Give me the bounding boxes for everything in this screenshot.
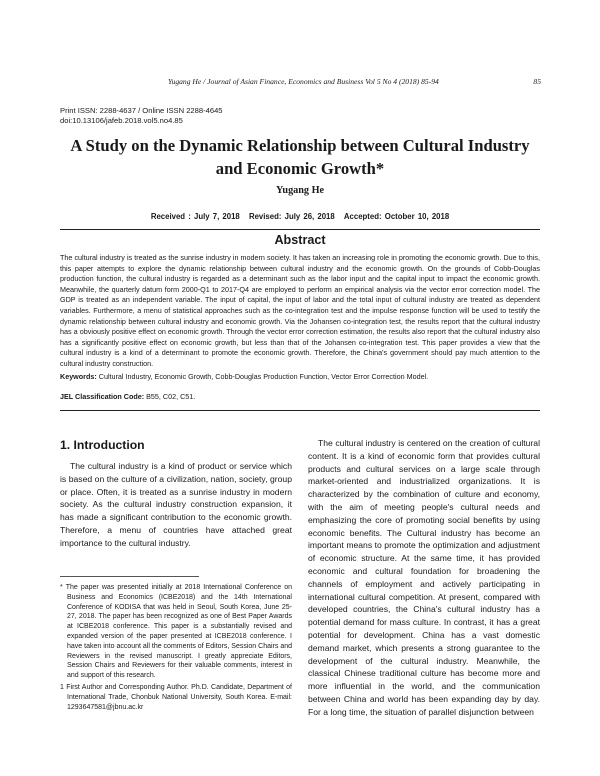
received-date: Received : July 7, 2018 bbox=[150, 212, 240, 221]
footnote-author: 1 First Author and Corresponding Author. Ph.D. Candidate, Department of International Trade, Chonbuk National University, South Korea. E-mail: 1293647581@jbnu.ac.kr bbox=[60, 683, 292, 711]
submission-dates bbox=[60, 212, 540, 221]
abstract-body: The cultural industry is treated as the sunrise industry in modern society. It has taken an increasing role in promoting the economic growth. Due to this, this paper attempts to explore the dynamic relationship between cultural industry and the economic growth. On the grounds of Cobb-Douglas production function, the cultural industry is regarded as a determinant such as the labor input and the capital input to impact the economic growth. Meanwhile, the quarterly datum form 2000-Q1 to 2017-Q4 are employed to perform an empirical analysis via the vector error correction model. The GDP is treated as an independent variable. The input of capital, the input of labor and the total input of cultural industry are treated as dependent variables. Furthermore, a menu of statistical approaches such as the co-integration test and the impulse response function will be used to testify the dynamic relationship between cultural industry and economic growth. Via the Johansen co-integration test, the results report that the cultural industry has a obviously positive effect on economic growth. Through the vector error correction estimation, the results also report that the cultural industry also has a significantly positive effect on economic growth, but less than that of the Johansen co-integration test. This paper provides a view that the cultural industry is a kind of a determinant to promote the economic growth. Therefore, the China's government should pay much attention to the cultural industry construction. bbox=[60, 253, 540, 368]
keywords-label: Keywords: bbox=[60, 372, 97, 381]
accepted-date: Accepted: October 10, 2018 bbox=[343, 212, 450, 221]
jel-classification bbox=[60, 392, 540, 402]
abstract-bottom-rule bbox=[60, 410, 540, 411]
keywords bbox=[60, 372, 540, 382]
footnotes bbox=[60, 583, 292, 714]
issn-line: Print ISSN: 2288-4637 / Online ISSN 2288-4645 bbox=[60, 106, 223, 115]
doi-line[interactable]: doi:10.13106/jafeb.2018.vol5.no4.85 bbox=[60, 116, 183, 125]
keywords-list: Cultural Industry, Economic Growth, Cobb-Douglas Production Function, Vector Error Correction Model. bbox=[98, 372, 429, 381]
right-column bbox=[308, 437, 540, 767]
jel-codes: B55, C02, C51. bbox=[146, 392, 196, 401]
intro-paragraph-1: The cultural industry is a kind of product or service which is based on the culture of a civilization, nation, society, group or place. Often, it is treated as a sunrise industry in modern society. As the cultural industry construction expansion, it has made a significant contribution to the economic growth. Therefore, a menu of countries have attached great importance to the cultural industry. bbox=[60, 461, 292, 548]
running-title: Yugang He / Journal of Asian Finance, Economics and Business Vol 5 No 4 (2018) 85-94 bbox=[168, 77, 439, 86]
jel-label: JEL Classification Code: bbox=[60, 392, 145, 401]
paper-title: A Study on the Dynamic Relationship between Cultural Industry and Economic Growth* bbox=[70, 136, 530, 178]
abstract-top-rule bbox=[60, 229, 540, 230]
publication-info bbox=[60, 106, 223, 126]
left-column bbox=[60, 460, 292, 550]
footnote-rule bbox=[60, 576, 199, 577]
page-number: 85 bbox=[533, 77, 541, 86]
section-heading-introduction: 1. Introduction bbox=[60, 438, 145, 452]
footnote-conference: * The paper was presented initially at 2018 International Conference on Business and Economics (ICBE2018) and the 14th International Conference of KODISA that was held in Seoul, South Korea, June 25-27, 2018. The paper has been recognized as one of Best Paper Awards at ICBE2018 conference. This paper is a substantially revised and expanded version of the paper presented at ICBE2018 conference. I have taken into account all the comments of Editors, Session Chairs and Reviewers in the revised manuscript. I greatly appreciate Editors, Session Chairs and Reviewers for their valuable comments, interest in and support of this research. bbox=[60, 584, 292, 680]
author-name: Yugang He bbox=[275, 185, 325, 196]
revised-date: Revised: July 26, 2018 bbox=[248, 212, 335, 221]
intro-paragraph-2: The cultural industry is centered on the creation of cultural content. It is a kind of economic form that provides cultural products and cultural services on a large scale through market-oriented and industrialized organizations. It is characterized by the combination of culture and economy, with the aim of meeting people's cultural needs and emphasizing the core of promoting social benefits by using economic benefits. The Cultural industry has become an important means to promote the optimization and adjustment of economic structure. At the same time, it has provided economic and cultural foundation for broadening the channels of employment and actively participating in international cultural competition. At present, compared with developed countries, the China's cultural industry has a potential demand for mass culture. In contrast, it has a great potential for development. China has a vast domestic demand market, which presents a strong guarantee to the development of the cultural industry. Meanwhile, the classical Chinese traditional culture has become more and more influential in the world, and the communication between China and world has been expanding day by day. For a long time, the situation of parallel disjunction between bbox=[308, 438, 540, 717]
abstract-heading: Abstract bbox=[274, 233, 326, 247]
